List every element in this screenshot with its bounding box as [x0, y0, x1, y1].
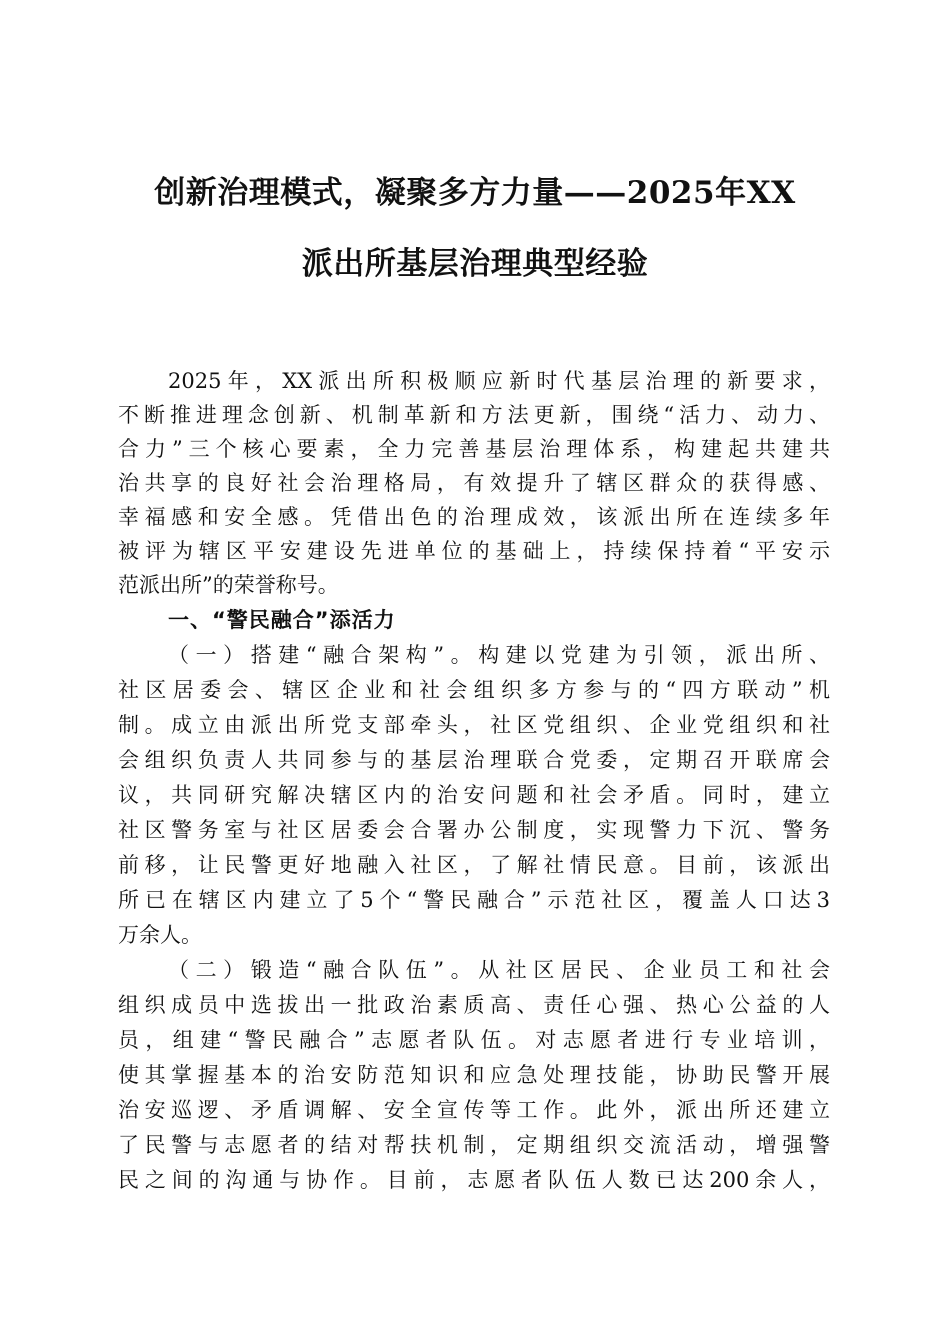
subsection-1-line: 万余人。	[118, 923, 202, 947]
subsection-2-line: 了民警与志愿者的结对帮扶机制，定期组织交流活动，增强警	[118, 1133, 830, 1157]
paragraph-intro-line: 幸福感和安全感。凭借出色的治理成效，该派出所在连续多年	[118, 505, 830, 529]
paragraph-intro-line: 2025年，XX派出所积极顺应新时代基层治理的新要求，	[168, 369, 830, 393]
subsection-1-line: （一）搭建“融合架构”。构建以党建为引领，派出所、	[168, 643, 830, 667]
subsection-1-line: 前移，让民警更好地融入社区，了解社情民意。目前，该派出	[118, 853, 830, 877]
document-title-line-2: 派出所基层治理典型经验	[301, 246, 649, 282]
subsection-1-line: 社区警务室与社区居委会合署办公制度，实现警力下沉、警务	[118, 818, 830, 842]
document-title-line-1: 创新治理模式，凝聚多方力量——2025年XX	[154, 175, 796, 211]
subsection-2-line: 组织成员中选拔出一批政治素质高、责任心强、热心公益的人	[118, 993, 830, 1017]
subsection-1-line: 议，共同研究解决辖区内的治安问题和社会矛盾。同时，建立	[118, 783, 830, 807]
subsection-1-line: 会组织负责人共同参与的基层治理联合党委，定期召开联席会	[118, 748, 830, 772]
paragraph-intro-line: 范派出所”的荣誉称号。	[118, 573, 339, 597]
subsection-2-line: 员，组建“警民融合”志愿者队伍。对志愿者进行专业培训，	[118, 1028, 830, 1052]
section-heading-1: 一、“警民融合”添活力	[168, 608, 396, 632]
subsection-2-line: （二）锻造“融合队伍”。从社区居民、企业员工和社会	[168, 958, 830, 982]
paragraph-intro-line: 不断推进理念创新、机制革新和方法更新，围绕“活力、动力、	[118, 403, 830, 427]
paragraph-intro-line: 合力”三个核心要素，全力完善基层治理体系，构建起共建共	[118, 437, 830, 461]
subsection-2-line: 民之间的沟通与协作。目前，志愿者队伍人数已达200余人，	[118, 1168, 830, 1192]
subsection-1-line: 制。成立由派出所党支部牵头，社区党组织、企业党组织和社	[118, 713, 830, 737]
paragraph-intro-line: 被评为辖区平安建设先进单位的基础上，持续保持着“平安示	[118, 539, 830, 563]
paragraph-intro-line: 治共享的良好社会治理格局，有效提升了辖区群众的获得感、	[118, 471, 830, 495]
subsection-1-line: 所已在辖区内建立了5个“警民融合”示范社区，覆盖人口达3	[118, 888, 830, 912]
subsection-2-line: 使其掌握基本的治安防范知识和应急处理技能，协助民警开展	[118, 1063, 830, 1087]
subsection-2-line: 治安巡逻、矛盾调解、安全宣传等工作。此外，派出所还建立	[118, 1098, 830, 1122]
subsection-1-line: 社区居委会、辖区企业和社会组织多方参与的“四方联动”机	[118, 678, 830, 702]
